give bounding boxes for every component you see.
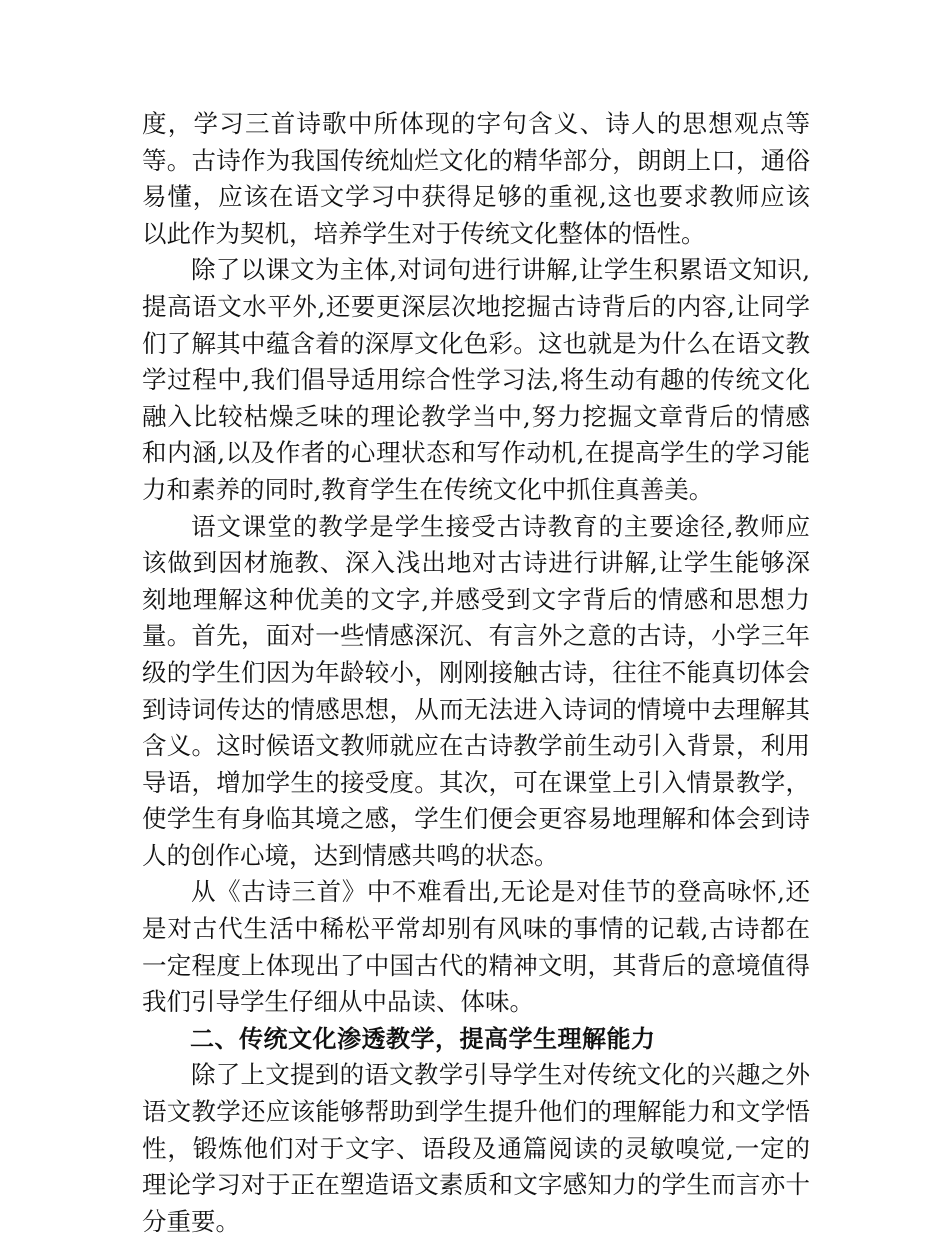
- paragraph: 除了以课文为主体,对词句进行讲解,让学生积累语文知识,提高语文水平外,还要更深层次地挖掘古诗背后的内容,让同学们了解其中蕴含着的深厚文化色彩。这也就是为什么在语文教学过程中,我们倡导适用综合性学习法,将生动有趣的传统文化融入比较枯燥乏味的理论教学当中,努力挖掘文章背后的情感和内涵,以及作者的心理状态和写作动机,在提高学生的学习能力和素养的同时,教育学生在传统文化中抓住真善美。: [142, 255, 810, 504]
- paragraph: 除了上文提到的语文教学引导学生对传统文化的兴趣之外语文教学还应该能够帮助到学生提升他们的理解能力和文学悟性，锻炼他们对于文字、语段及通篇阅读的灵敏嗅觉,一定的理论学习对于正在塑造语文素质和文字感知力的学生而言亦十分重要。: [142, 1060, 810, 1236]
- section-heading: 二、传统文化渗透教学，提高学生理解能力: [190, 1024, 656, 1053]
- document-body: [142, 106, 810, 1240]
- paragraph: 语文课堂的教学是学生接受古诗教育的主要途径,教师应该做到因材施教、深入浅出地对古诗进行讲解,让学生能够深刻地理解这种优美的文字,并感受到文字背后的情感和思想力量。首先，面对一些情感深沉、有言外之意的古诗，小学三年级的学生们因为年龄较小，刚刚接触古诗，往往不能真切体会到诗词传达的情感思想，从而无法进入诗词的情境中去理解其含义。这时候语文教师就应在古诗教学前生动引入背景，利用导语，增加学生的接受度。其次，可在课堂上引入情景教学，使学生有身临其境之感，学生们便会更容易地理解和体会到诗人的创作心境，达到情感共鸣的状态。: [142, 511, 810, 870]
- paragraph: 从《古诗三首》中不难看出,无论是对佳节的登高咏怀,还是对古代生活中稀松平常却别有风味的事情的记载,古诗都在一定程度上体现出了中国古代的精神文明，其背后的意境值得我们引导学生仔细从中品读、体味。: [142, 877, 810, 1017]
- paragraph-continued: 度，学习三首诗歌中所体现的字句含义、诗人的思想观点等等。古诗作为我国传统灿烂文化的精华部分，朗朗上口，通俗易懂，应该在语文学习中获得足够的重视,这也要求教师应该以此作为契机，培养学生对于传统文化整体的悟性。: [142, 109, 810, 248]
